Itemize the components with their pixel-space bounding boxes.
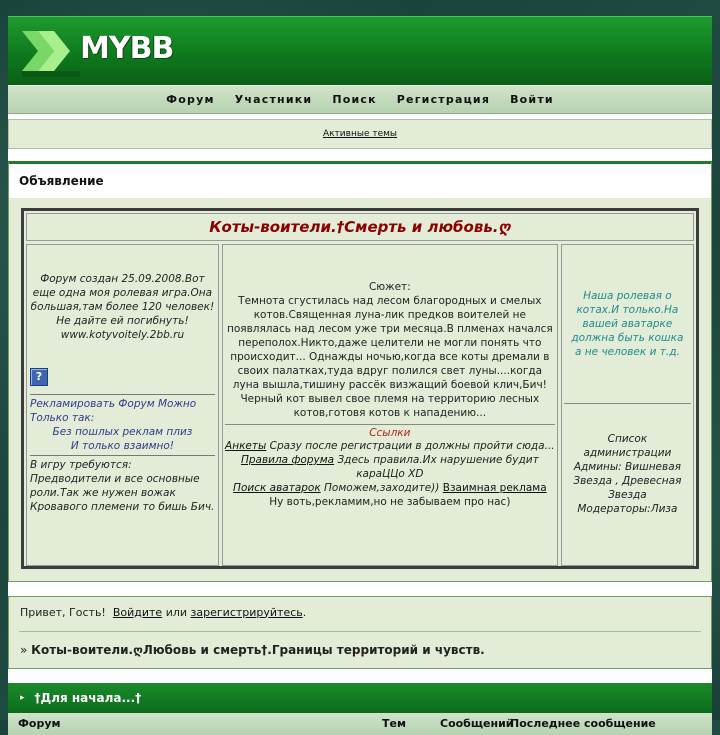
center-footer: Ну воть,рекламим,но не забываем про нас): [269, 496, 511, 508]
expand-arrow-icon[interactable]: ▸: [20, 693, 25, 703]
plot-section: [225, 247, 555, 425]
forum-intro: [30, 248, 215, 366]
ad-line-3: И только взаимно!: [70, 440, 175, 452]
period: .: [302, 605, 307, 619]
announcement-box: [21, 208, 699, 569]
greeting: Привет, Гость!: [20, 605, 106, 619]
spacer: [8, 149, 712, 161]
plot-label: Сюжет:: [368, 281, 411, 293]
link-row: [225, 439, 555, 453]
admin-list: Список администрации Админы: Вишневая Звезда , Древесная Звезда Модераторы:Лиза: [573, 433, 682, 515]
nav-members[interactable]: Участники: [234, 93, 313, 106]
nav-register[interactable]: Регистрация: [396, 93, 491, 106]
nav-forum[interactable]: Форум: [166, 93, 215, 106]
link-desc: Здесь правила.Их нарушение будит караЦЦо XD: [334, 454, 539, 480]
logo-text[interactable]: MYBB: [80, 31, 174, 66]
divider: [30, 455, 215, 456]
link-mutual-ads[interactable]: Взаимная реклама: [442, 482, 547, 494]
category-header[interactable]: [8, 683, 712, 713]
announcement-body: [8, 198, 712, 582]
main-nav: [8, 85, 712, 114]
link-desc: Поможем,заходите)): [320, 482, 440, 494]
ad-line-2: Без пошлых реклам плиз: [52, 426, 193, 438]
nav-search[interactable]: Поиск: [332, 93, 377, 106]
question-icon[interactable]: ?: [30, 368, 48, 386]
divider: [30, 394, 215, 395]
ad-line-1: Рекламировать Форум Можно Только так:: [30, 398, 197, 424]
spacer: [8, 582, 712, 596]
link-avatar-search[interactable]: Поиск аватарок: [233, 482, 321, 494]
announcement-heading: Объявление: [8, 161, 712, 198]
col-topics: Тем: [382, 717, 406, 730]
forum-column-headers: [8, 713, 712, 735]
active-topics-bar: [8, 119, 712, 149]
announcement-center-column: [222, 244, 558, 566]
col-posts: Сообщений: [440, 717, 514, 730]
or-text: или: [165, 605, 188, 619]
intro-text: Форум создан 25.09.2008.Вот еще одна моя ролевая игра.Она большая,там более 120 человек!Не дайте ей погибнуть!: [30, 273, 215, 327]
link-anketas[interactable]: Анкеты: [225, 440, 267, 452]
forum-header: [8, 16, 712, 85]
breadcrumb: [8, 632, 712, 669]
spacer: [8, 669, 712, 683]
avatar-note: Наша ролевая о котах.И только.На вашей аватарке должна быть кошка а не человек и т.д.: [564, 245, 691, 404]
active-topics-link[interactable]: Активные темы: [322, 129, 398, 139]
link-rules[interactable]: Правила форума: [240, 454, 335, 466]
welcome-bar: [8, 596, 712, 627]
col-last-post: Последнее сообщение: [510, 717, 656, 730]
link-row: [225, 453, 555, 481]
announcement-left-column: [26, 244, 219, 566]
advertising-rules: [30, 397, 215, 453]
breadcrumb-prefix: »: [20, 643, 28, 657]
link-desc: Сразу после регистрации в должны пройти сюда...: [266, 440, 555, 452]
breadcrumb-title[interactable]: Коты-воители.ღЛюбовь и смерть†.Границы территорий и чувств.: [31, 643, 485, 657]
register-link[interactable]: зарегистрируйтесь: [190, 605, 303, 619]
forum-url: www.kotyvoitely.2bb.ru: [60, 329, 185, 341]
link-row: [225, 481, 555, 495]
announcement-title: Коты-воители.†Смерть и любовь.ღ: [26, 213, 694, 241]
announcement-right-column: [561, 244, 694, 566]
plot-text: Темнота сгустилась над лесом благородных и смелых котов.Священная луна-лик предков воителей не появлялась над лесом уже три месяца.В плменах начался переполох.Никто,даже целители не могли понять что происходит... Однажды ночью,когда все коты дремали в своих палатках,туда вдруг полился свет луны....когда луна вышла,тишину рассёк визжащий боевой клич,Бич!Черный кот вывел свое племя на территорию лесных котов,готовя котов к нападению...: [226, 295, 553, 419]
login-link[interactable]: Войдите: [112, 605, 163, 619]
links-heading: Ссылки: [369, 427, 411, 439]
roles-needed: В игру требуются: Предводители и все основные роли.Так же нужен вожак Кровавого племени то бишь Бич.: [30, 459, 215, 513]
category-title[interactable]: †Для начала...†: [34, 691, 142, 705]
nav-login[interactable]: Войти: [510, 93, 554, 106]
col-forum: Форум: [18, 717, 61, 730]
